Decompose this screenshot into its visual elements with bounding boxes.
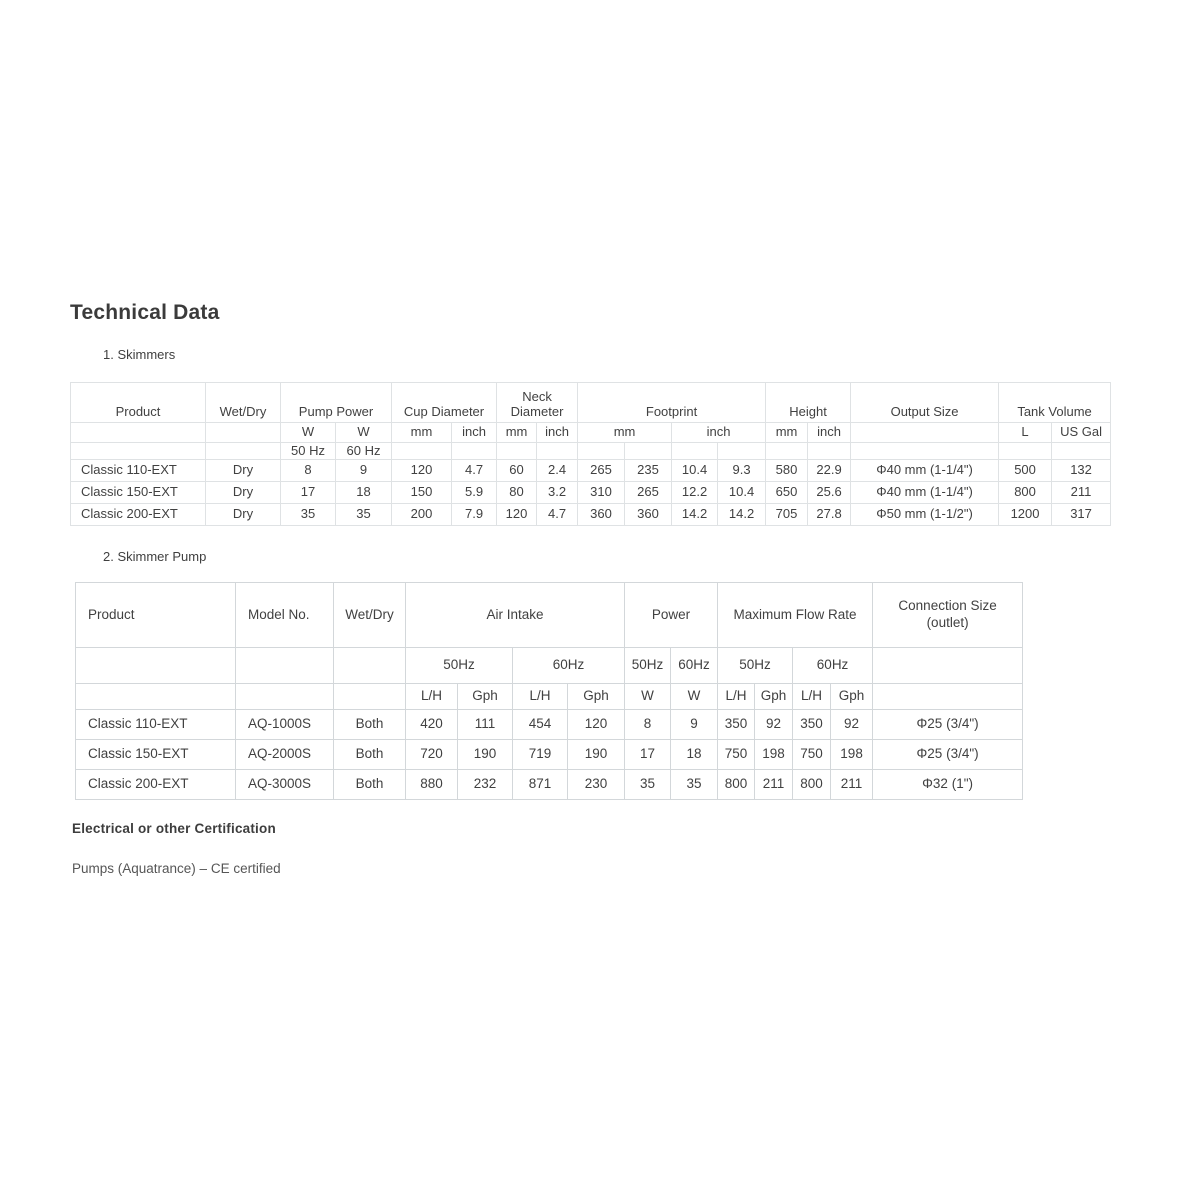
cell-flow-lh-50: 750 xyxy=(718,740,755,770)
cell-air-gph-50: 190 xyxy=(458,740,513,770)
cell-flow-lh-50: 800 xyxy=(718,770,755,800)
empty-cell xyxy=(578,443,625,460)
empty-cell xyxy=(76,648,236,684)
cell-power-w-50: 8 xyxy=(625,710,671,740)
cell-neck-mm: 80 xyxy=(497,482,537,504)
empty-cell xyxy=(851,443,999,460)
cell-footprint-inch-1: 12.2 xyxy=(672,482,718,504)
cell-air-gph-50: 232 xyxy=(458,770,513,800)
empty-cell xyxy=(392,443,452,460)
cell-tank-l: 1200 xyxy=(999,504,1052,526)
cell-neck-inch: 4.7 xyxy=(537,504,578,526)
cell-tank-gal: 211 xyxy=(1052,482,1111,504)
cell-footprint-inch-2: 14.2 xyxy=(718,504,766,526)
cell-footprint-mm-1: 360 xyxy=(578,504,625,526)
unit-lh: L/H xyxy=(793,684,831,710)
table-row xyxy=(76,770,1023,800)
unit-gph: Gph xyxy=(568,684,625,710)
unit-mm: mm xyxy=(766,423,808,443)
col-header-pump-power: Pump Power xyxy=(281,383,392,423)
cell-air-lh-60: 871 xyxy=(513,770,568,800)
unit-60hz: 60Hz xyxy=(513,648,625,684)
cell-neck-inch: 2.4 xyxy=(537,460,578,482)
cell-connection: Φ25 (3/4") xyxy=(873,740,1023,770)
cell-air-gph-50: 111 xyxy=(458,710,513,740)
cell-power-w-50: 35 xyxy=(625,770,671,800)
cell-neck-inch: 3.2 xyxy=(537,482,578,504)
empty-cell xyxy=(1052,443,1111,460)
cell-footprint-inch-1: 14.2 xyxy=(672,504,718,526)
empty-cell xyxy=(537,443,578,460)
skimmers-units-row xyxy=(71,423,1111,443)
cell-power-50: 35 xyxy=(281,504,336,526)
cell-flow-gph-60: 211 xyxy=(831,770,873,800)
cell-neck-mm: 120 xyxy=(497,504,537,526)
unit-50hz: 50 Hz xyxy=(281,443,336,460)
unit-w: W xyxy=(671,684,718,710)
cell-connection: Φ25 (3/4") xyxy=(873,710,1023,740)
unit-50hz: 50Hz xyxy=(625,648,671,684)
cell-cup-inch: 5.9 xyxy=(452,482,497,504)
unit-inch: inch xyxy=(808,423,851,443)
unit-60hz: 60 Hz xyxy=(336,443,392,460)
cell-flow-lh-60: 800 xyxy=(793,770,831,800)
cell-product: Classic 200-EXT xyxy=(76,770,236,800)
cell-wet-dry: Dry xyxy=(206,482,281,504)
cell-power-60: 35 xyxy=(336,504,392,526)
empty-cell xyxy=(672,443,718,460)
empty-cell xyxy=(873,684,1023,710)
section-label-skimmer-pump: 2. Skimmer Pump xyxy=(103,549,207,564)
cell-flow-gph-60: 92 xyxy=(831,710,873,740)
empty-cell xyxy=(452,443,497,460)
cell-wet-dry: Dry xyxy=(206,460,281,482)
unit-mm: mm xyxy=(578,423,672,443)
cell-wet-dry: Both xyxy=(334,740,406,770)
cell-footprint-inch-2: 9.3 xyxy=(718,460,766,482)
empty-cell xyxy=(71,423,206,443)
col-header-height: Height xyxy=(766,383,851,423)
col-header-wet-dry: Wet/Dry xyxy=(206,383,281,423)
cell-power-w-60: 35 xyxy=(671,770,718,800)
empty-cell xyxy=(497,443,537,460)
unit-us-gal: US Gal xyxy=(1052,423,1111,443)
cell-tank-l: 800 xyxy=(999,482,1052,504)
col-header-power: Power xyxy=(625,583,718,648)
unit-50hz: 50Hz xyxy=(718,648,793,684)
cell-height-mm: 580 xyxy=(766,460,808,482)
col-header-max-flow-rate: Maximum Flow Rate xyxy=(718,583,873,648)
cell-air-lh-50: 720 xyxy=(406,740,458,770)
skimmers-hz-row xyxy=(71,443,1111,460)
col-header-model-no: Model No. xyxy=(236,583,334,648)
unit-w: W xyxy=(336,423,392,443)
cell-flow-lh-50: 350 xyxy=(718,710,755,740)
cell-wet-dry: Dry xyxy=(206,504,281,526)
pump-hz-row xyxy=(76,648,1023,684)
cell-footprint-inch-2: 10.4 xyxy=(718,482,766,504)
col-header-neck-diameter: Neck Diameter xyxy=(497,383,578,423)
unit-inch: inch xyxy=(537,423,578,443)
unit-w: W xyxy=(281,423,336,443)
cell-height-mm: 705 xyxy=(766,504,808,526)
cell-wet-dry: Both xyxy=(334,770,406,800)
empty-cell xyxy=(334,648,406,684)
skimmers-header-row xyxy=(71,383,1111,423)
unit-lh: L/H xyxy=(406,684,458,710)
cell-model: AQ-2000S xyxy=(236,740,334,770)
unit-60hz: 60Hz xyxy=(671,648,718,684)
table-row xyxy=(71,482,1111,504)
empty-cell xyxy=(808,443,851,460)
cell-output-size: Φ40 mm (1-1/4") xyxy=(851,482,999,504)
cell-flow-lh-60: 350 xyxy=(793,710,831,740)
cell-footprint-inch-1: 10.4 xyxy=(672,460,718,482)
unit-mm: mm xyxy=(497,423,537,443)
col-header-cup-diameter: Cup Diameter xyxy=(392,383,497,423)
empty-cell xyxy=(206,423,281,443)
pump-units-row xyxy=(76,684,1023,710)
cell-air-lh-50: 880 xyxy=(406,770,458,800)
cell-flow-gph-50: 92 xyxy=(755,710,793,740)
skimmers-table xyxy=(70,382,1111,526)
certification-text: Pumps (Aquatrance) – CE certified xyxy=(72,861,281,876)
empty-cell xyxy=(851,423,999,443)
cell-connection: Φ32 (1") xyxy=(873,770,1023,800)
cell-flow-lh-60: 750 xyxy=(793,740,831,770)
unit-gph: Gph xyxy=(458,684,513,710)
table-row xyxy=(71,504,1111,526)
table-row xyxy=(76,710,1023,740)
cell-power-50: 8 xyxy=(281,460,336,482)
empty-cell xyxy=(206,443,281,460)
unit-l: L xyxy=(999,423,1052,443)
cell-power-50: 17 xyxy=(281,482,336,504)
cell-air-lh-60: 719 xyxy=(513,740,568,770)
empty-cell xyxy=(999,443,1052,460)
empty-cell xyxy=(76,684,236,710)
col-header-footprint: Footprint xyxy=(578,383,766,423)
skimmer-pump-table xyxy=(75,582,1023,800)
cell-footprint-mm-1: 310 xyxy=(578,482,625,504)
cell-height-inch: 27.8 xyxy=(808,504,851,526)
pump-header-row xyxy=(76,583,1023,648)
cell-model: AQ-1000S xyxy=(236,710,334,740)
unit-lh: L/H xyxy=(513,684,568,710)
col-header-tank-volume: Tank Volume xyxy=(999,383,1111,423)
col-header-product: Product xyxy=(71,383,206,423)
unit-60hz: 60Hz xyxy=(793,648,873,684)
cell-cup-mm: 120 xyxy=(392,460,452,482)
unit-lh: L/H xyxy=(718,684,755,710)
cell-flow-gph-60: 198 xyxy=(831,740,873,770)
cell-output-size: Φ50 mm (1-1/2") xyxy=(851,504,999,526)
page-title: Technical Data xyxy=(70,301,220,324)
col-header-wet-dry: Wet/Dry xyxy=(334,583,406,648)
cell-tank-gal: 317 xyxy=(1052,504,1111,526)
cell-tank-l: 500 xyxy=(999,460,1052,482)
cell-tank-gal: 132 xyxy=(1052,460,1111,482)
cell-footprint-mm-2: 360 xyxy=(625,504,672,526)
cell-power-60: 9 xyxy=(336,460,392,482)
empty-cell xyxy=(625,443,672,460)
cell-power-w-50: 17 xyxy=(625,740,671,770)
cell-cup-inch: 4.7 xyxy=(452,460,497,482)
cell-cup-inch: 7.9 xyxy=(452,504,497,526)
cell-output-size: Φ40 mm (1-1/4") xyxy=(851,460,999,482)
unit-50hz: 50Hz xyxy=(406,648,513,684)
empty-cell xyxy=(766,443,808,460)
cell-air-gph-60: 190 xyxy=(568,740,625,770)
empty-cell xyxy=(718,443,766,460)
empty-cell xyxy=(334,684,406,710)
cell-height-mm: 650 xyxy=(766,482,808,504)
table-row xyxy=(76,740,1023,770)
empty-cell xyxy=(236,684,334,710)
empty-cell xyxy=(873,648,1023,684)
cell-flow-gph-50: 211 xyxy=(755,770,793,800)
cell-air-gph-60: 230 xyxy=(568,770,625,800)
col-header-air-intake: Air Intake xyxy=(406,583,625,648)
cell-height-inch: 22.9 xyxy=(808,460,851,482)
empty-cell xyxy=(71,443,206,460)
cell-footprint-mm-2: 235 xyxy=(625,460,672,482)
unit-inch: inch xyxy=(452,423,497,443)
unit-w: W xyxy=(625,684,671,710)
cell-air-lh-50: 420 xyxy=(406,710,458,740)
empty-cell xyxy=(236,648,334,684)
cell-footprint-mm-1: 265 xyxy=(578,460,625,482)
cell-cup-mm: 150 xyxy=(392,482,452,504)
cell-cup-mm: 200 xyxy=(392,504,452,526)
table-row xyxy=(71,460,1111,482)
cell-product: Classic 150-EXT xyxy=(76,740,236,770)
cell-air-lh-60: 454 xyxy=(513,710,568,740)
cell-wet-dry: Both xyxy=(334,710,406,740)
cell-product: Classic 110-EXT xyxy=(76,710,236,740)
section-label-skimmers: 1. Skimmers xyxy=(103,347,176,362)
cell-footprint-mm-2: 265 xyxy=(625,482,672,504)
col-header-connection-size: Connection Size (outlet) xyxy=(873,583,1023,648)
unit-gph: Gph xyxy=(831,684,873,710)
unit-inch: inch xyxy=(672,423,766,443)
cell-air-gph-60: 120 xyxy=(568,710,625,740)
cell-model: AQ-3000S xyxy=(236,770,334,800)
cell-power-w-60: 9 xyxy=(671,710,718,740)
unit-mm: mm xyxy=(392,423,452,443)
cell-product: Classic 150-EXT xyxy=(71,482,206,504)
cell-power-60: 18 xyxy=(336,482,392,504)
cell-product: Classic 200-EXT xyxy=(71,504,206,526)
cell-height-inch: 25.6 xyxy=(808,482,851,504)
certification-heading: Electrical or other Certification xyxy=(72,821,276,836)
unit-gph: Gph xyxy=(755,684,793,710)
cell-flow-gph-50: 198 xyxy=(755,740,793,770)
cell-power-w-60: 18 xyxy=(671,740,718,770)
col-header-product: Product xyxy=(76,583,236,648)
cell-neck-mm: 60 xyxy=(497,460,537,482)
col-header-output-size: Output Size xyxy=(851,383,999,423)
cell-product: Classic 110-EXT xyxy=(71,460,206,482)
